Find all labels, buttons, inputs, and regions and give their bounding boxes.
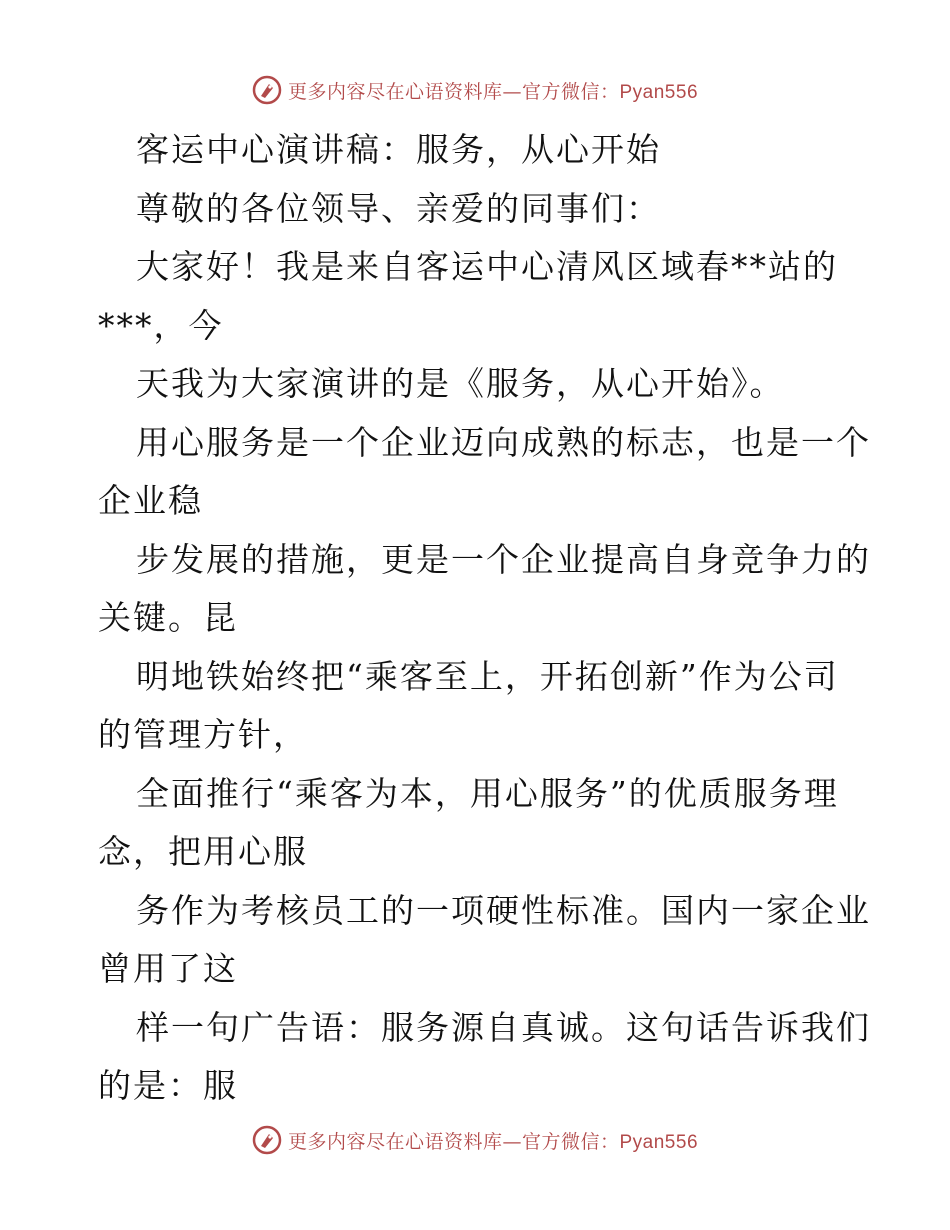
watermark-wechat-id: Pyan556 xyxy=(619,81,699,103)
text-line: 务作为考核员工的一项硬性标准。国内一家企业 xyxy=(136,890,871,930)
text-line: 大家好！我是来自客运中心清风区域春**站的 xyxy=(136,247,838,286)
text-line: 天我为大家演讲的是《服务，从心开始》。 xyxy=(136,364,785,403)
pen-nib-circle-icon xyxy=(252,1125,282,1155)
text-line: 的是：服 xyxy=(98,1066,238,1105)
header-watermark xyxy=(0,72,950,108)
text-line: 关键。昆 xyxy=(98,598,238,637)
text-line: 的管理方针， xyxy=(98,715,308,754)
text-line: 全面推行“乘客为本，用心服务”的优质服务理 xyxy=(136,773,839,813)
text-line: 念，把用心服 xyxy=(98,832,308,871)
text-line: 明地铁始终把“乘客至上，开拓创新”作为公司 xyxy=(136,656,839,696)
text-line: 曾用了这 xyxy=(98,949,238,988)
text-line: 客运中心演讲稿：服务，从心开始 xyxy=(136,130,661,169)
footer-watermark xyxy=(0,1122,950,1158)
text-line: ***，今 xyxy=(98,305,224,345)
watermark-text xyxy=(288,77,698,104)
text-line: 用心服务是一个企业迈向成熟的标志，也是一个 xyxy=(136,422,871,462)
text-line: 企业稳 xyxy=(98,481,203,520)
document-body xyxy=(98,121,871,1116)
watermark-text xyxy=(288,1127,698,1154)
text-line: 步发展的措施，更是一个企业提高自身竞争力的 xyxy=(136,539,871,579)
pen-nib-circle-icon xyxy=(252,75,282,105)
watermark-prefix: 更多内容尽在心语资料库—官方微信： xyxy=(287,80,620,103)
text-line: 尊敬的各位领导、亲爱的同事们： xyxy=(136,188,661,228)
watermark-wechat-id: Pyan556 xyxy=(619,1131,699,1153)
text-line: 样一句广告语：服务源自真诚。这句话告诉我们 xyxy=(136,1007,871,1047)
watermark-prefix: 更多内容尽在心语资料库—官方微信： xyxy=(287,1130,620,1153)
